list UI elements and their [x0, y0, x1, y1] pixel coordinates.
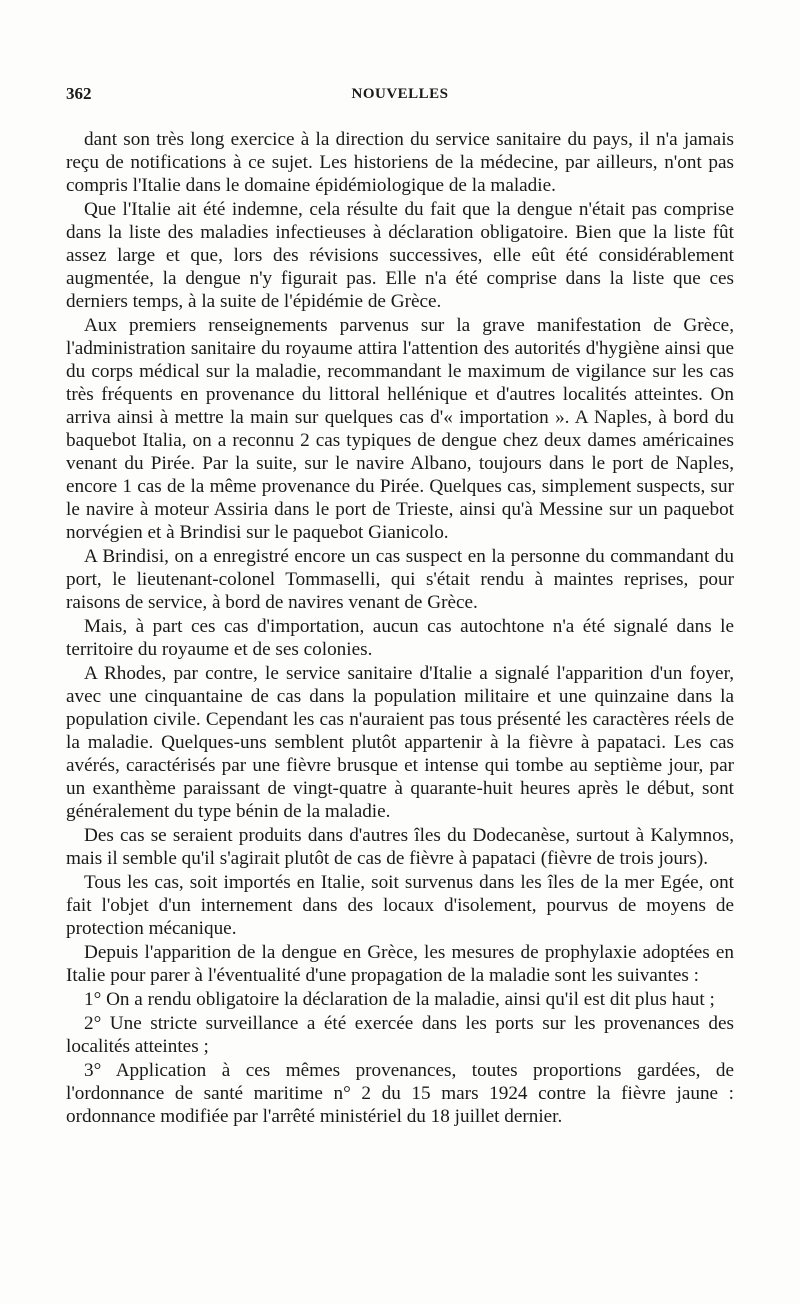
paragraph: A Brindisi, on a enregistré encore un cas suspect en la personne du commandant du port, le lieutenant-colonel Tommaselli, qui s'était rendu à maintes reprises, pour raisons de service, à bord de navires venant de Grèce.: [66, 546, 734, 613]
paragraph: Mais, à part ces cas d'importation, aucun cas autochtone n'a été signalé dans le territoire du royaume et de ses colonies.: [66, 616, 734, 660]
page-body: [66, 128, 734, 1128]
paragraph: Aux premiers renseignements parvenus sur la grave manifestation de Grèce, l'administration sanitaire du royaume attira l'attention des autorités d'hygiène ainsi que du corps médical sur la maladie, recommandant le maximum de vigilance sur les cas très fréquents en provenance du littoral hellénique et d'autres localités atteintes. On arriva ainsi à mettre la main sur quelques cas d'« importation ». A Naples, à bord du baquebot Italia, on a reconnu 2 cas typiques de dengue chez deux dames américaines venant du Pirée. Par la suite, sur le navire Albano, toujours dans le port de Naples, encore 1 cas de la même provenance du Pirée. Quelques cas, simplement suspects, sur le navire à moteur Assiria dans le port de Trieste, ainsi qu'à Messine sur un paquebot norvégien et à Brindisi sur le paquebot Gianicolo.: [66, 315, 734, 543]
paragraph: Depuis l'apparition de la dengue en Grèce, les mesures de prophylaxie adoptées en Italie pour parer à l'éventualité d'une propagation de la maladie sont les suivantes :: [66, 942, 734, 986]
paragraph: Que l'Italie ait été indemne, cela résulte du fait que la dengue n'était pas comprise dans la liste des maladies infectieuses à déclaration obligatoire. Bien que la liste fût assez large et que, lors des révisions successives, elle eût été considérablement augmentée, la dengue n'y figurait pas. Elle n'a été comprise dans la liste que ces derniers temps, à la suite de l'épidémie de Grèce.: [66, 199, 734, 312]
paragraph: Des cas se seraient produits dans d'autres îles du Dodecanèse, surtout à Kalymnos, mais il semble qu'il s'agirait plutôt de cas de fièvre à papataci (fièvre de trois jours).: [66, 825, 734, 869]
paragraph: Tous les cas, soit importés en Italie, soit survenus dans les îles de la mer Egée, ont fait l'objet d'un internement dans des locaux d'isolement, pourvus de moyens de protection mécanique.: [66, 872, 734, 939]
page-header: [66, 84, 734, 108]
list-item: 2° Une stricte surveillance a été exercée dans les ports sur les provenances des localités atteintes ;: [66, 1013, 734, 1057]
running-title: NOUVELLES: [351, 86, 449, 102]
paragraph: dant son très long exercice à la direction du service sanitaire du pays, il n'a jamais reçu de notifications à ce sujet. Les historiens de la médecine, par ailleurs, n'ont pas compris l'Italie dans le domaine épidémiologique de la maladie.: [66, 129, 734, 196]
list-item: 1° On a rendu obligatoire la déclaration de la maladie, ainsi qu'il est dit plus haut ;: [84, 989, 715, 1010]
page-number: 362: [66, 84, 92, 103]
paragraph: A Rhodes, par contre, le service sanitaire d'Italie a signalé l'apparition d'un foyer, avec une cinquantaine de cas dans la population militaire et une quinzaine dans la population civile. Cependant les cas n'auraient pas tous présenté les caractères réels de la maladie. Quelques-uns semblent plutôt appartenir à la fièvre à papataci. Les cas avérés, caractérisés par une fièvre brusque et intense qui tombe au septième jour, par un exanthème paraissant de vingt-quatre à quarante-huit heures après le début, sont généralement du type bénin de la maladie.: [66, 663, 734, 822]
list-item: 3° Application à ces mêmes provenances, toutes proportions gardées, de l'ordonnance de santé maritime n° 2 du 15 mars 1924 contre la fièvre jaune : ordonnance modifiée par l'arrêté ministériel du 18 juillet dernier.: [66, 1060, 734, 1127]
